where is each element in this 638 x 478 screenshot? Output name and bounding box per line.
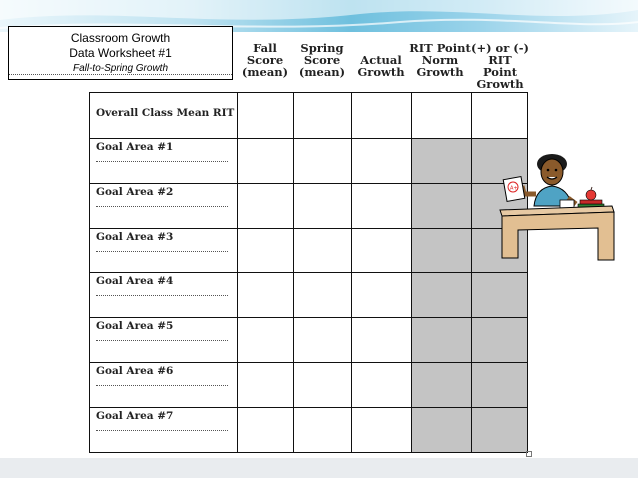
table-cell[interactable] (352, 318, 412, 363)
row-label-goal-6: Goal Area #6 (90, 363, 238, 408)
table-row (90, 363, 528, 408)
table-cell[interactable] (238, 139, 294, 184)
table-cell[interactable] (294, 229, 352, 273)
paper-grade-text: A+ (510, 185, 518, 192)
table-cell[interactable] (294, 93, 352, 139)
title-divider (9, 74, 232, 75)
bottom-stripe (0, 458, 638, 478)
row-label-goal-4: Goal Area #4 (90, 273, 238, 318)
shaded-cell (412, 363, 472, 408)
table-cell[interactable] (238, 318, 294, 363)
table-cell[interactable] (352, 363, 412, 408)
table-cell[interactable] (238, 229, 294, 273)
table-cell[interactable] (294, 184, 352, 229)
table-cell[interactable] (294, 363, 352, 408)
worksheet-title-box (8, 26, 233, 80)
write-in-line[interactable] (96, 295, 228, 296)
shaded-cell (472, 273, 528, 318)
column-header-actual-growth: Actual Growth (357, 53, 405, 79)
table-row (90, 184, 528, 229)
table-cell[interactable] (238, 363, 294, 408)
table-row (90, 93, 528, 139)
table-cell[interactable] (238, 93, 294, 139)
table-cell[interactable] (352, 229, 412, 273)
book-icon (580, 200, 602, 204)
table-row (90, 408, 528, 453)
table-cell[interactable] (238, 408, 294, 453)
table-cell[interactable] (352, 408, 412, 453)
title-line-1: Classroom Growth (70, 31, 171, 45)
table-cell[interactable] (238, 273, 294, 318)
table-row (90, 318, 528, 363)
row-label-goal-2: Goal Area #2 (90, 184, 238, 229)
title-line-2: Data Worksheet #1 (69, 46, 172, 60)
write-in-line[interactable] (96, 206, 228, 207)
row-label-overall: Overall Class Mean RIT (90, 93, 238, 139)
write-in-line[interactable] (96, 385, 228, 386)
growth-worksheet-table (89, 92, 528, 453)
table-cell[interactable] (352, 93, 412, 139)
shaded-cell (472, 318, 528, 363)
table-cell[interactable] (294, 139, 352, 184)
shaded-cell (412, 408, 472, 453)
row-label-goal-5: Goal Area #5 (90, 318, 238, 363)
column-header-spring-score: Spring Score (mean) (298, 41, 346, 79)
face-shape (541, 159, 563, 185)
column-header-norm-growth: RIT Point Norm Growth (409, 41, 471, 79)
table-cell[interactable] (294, 273, 352, 318)
shaded-cell (412, 273, 472, 318)
table-cell[interactable] (352, 184, 412, 229)
slide-marker (526, 451, 532, 457)
table-row (90, 139, 528, 184)
shaded-cell (412, 184, 472, 229)
row-label-goal-1: Goal Area #1 (90, 139, 238, 184)
column-header-fall-score: Fall Score (mean) (241, 41, 289, 79)
desk-paper (560, 200, 574, 208)
title-subtitle: Fall-to-Spring Growth (72, 63, 169, 74)
shaded-cell (472, 363, 528, 408)
table-row (90, 229, 528, 273)
write-in-line[interactable] (96, 161, 228, 162)
desk-body (502, 212, 614, 260)
table-cell[interactable] (294, 318, 352, 363)
row-label-goal-7: Goal Area #7 (90, 408, 238, 453)
row-label-goal-3: Goal Area #3 (90, 229, 238, 273)
shaded-cell (412, 139, 472, 184)
table-cell[interactable] (472, 93, 528, 139)
table-cell[interactable] (352, 139, 412, 184)
table-cell[interactable] (238, 184, 294, 229)
column-header-plus-minus-growth: (+) or (-) RIT Point Growth (471, 41, 529, 91)
table-cell[interactable] (294, 408, 352, 453)
shaded-cell (472, 408, 528, 453)
shaded-cell (412, 229, 472, 273)
table-cell[interactable] (352, 273, 412, 318)
apple-icon (586, 190, 596, 200)
write-in-line[interactable] (96, 430, 228, 431)
table-cell[interactable] (412, 93, 472, 139)
write-in-line[interactable] (96, 340, 228, 341)
table-row (90, 273, 528, 318)
shaded-cell (412, 318, 472, 363)
teacher-at-desk-illustration (498, 150, 616, 262)
write-in-line[interactable] (96, 251, 228, 252)
